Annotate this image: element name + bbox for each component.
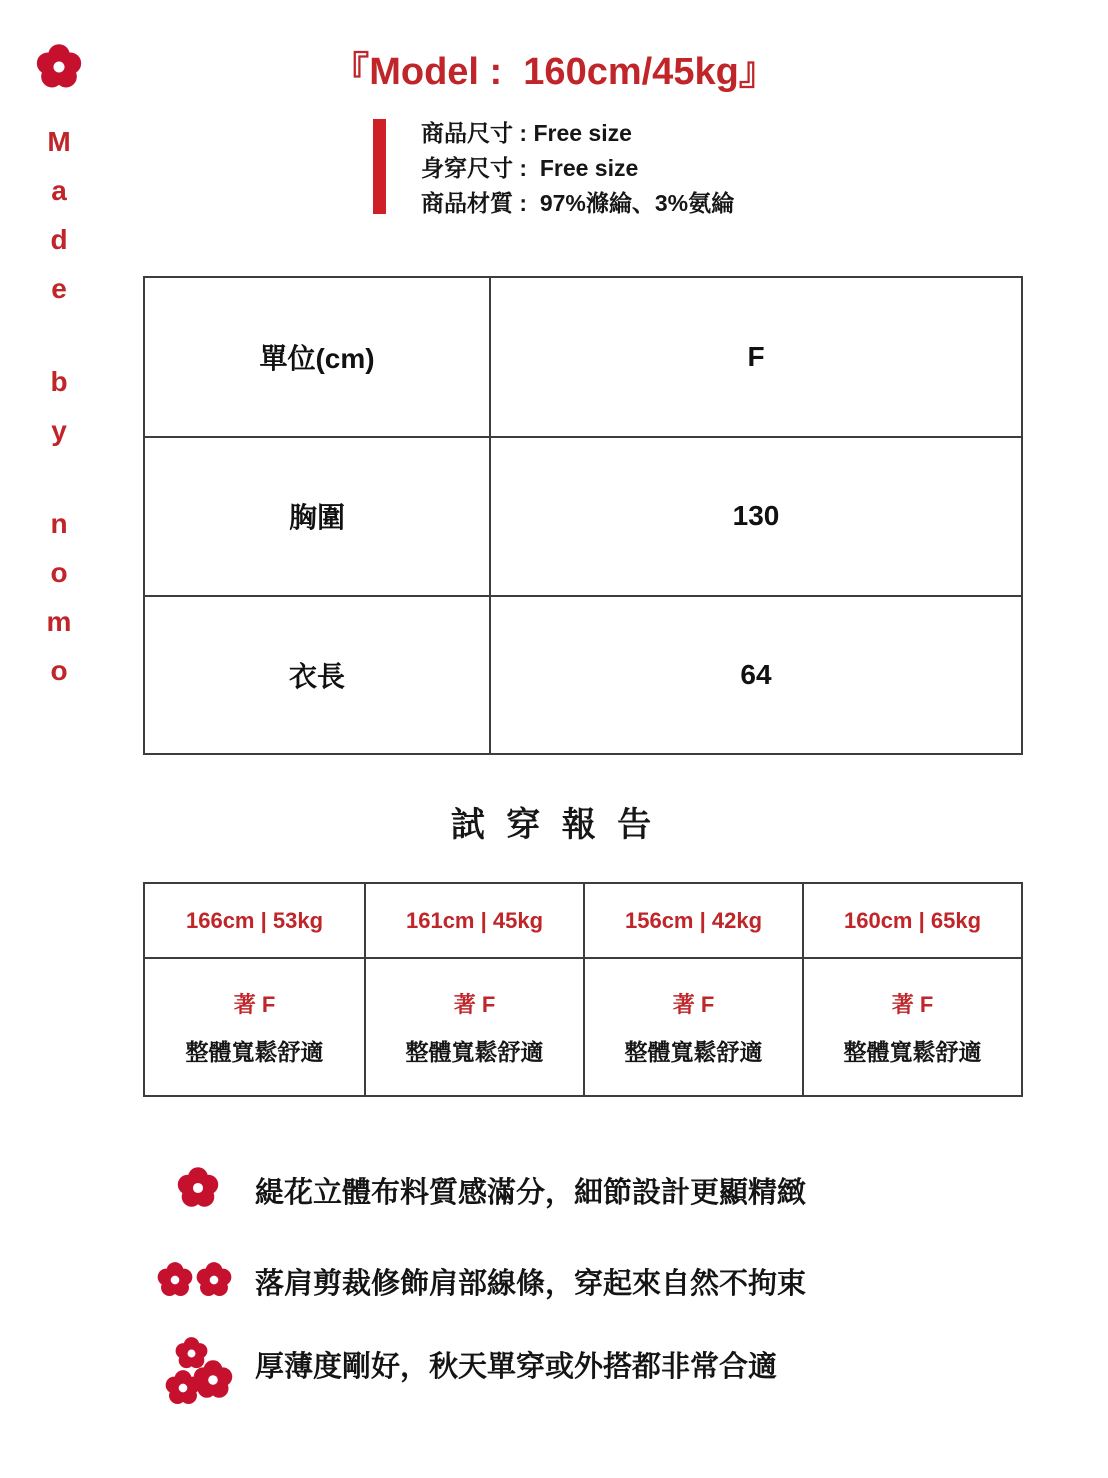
feature-row [0,1250,1108,1316]
brand-letter: y [51,415,67,446]
fit-report-size-worn: 著 F [891,991,934,1017]
feature-text: 落肩剪裁修飾肩部線條，穿起來自然不拘束 [255,1268,807,1300]
fit-report-model: 161cm | 45kg [364,884,583,957]
product-info [421,116,734,221]
brand-letter: o [50,655,68,686]
fit-report-model: 166cm | 53kg [185,907,324,933]
flower-icon [193,1360,233,1400]
fit-report-result [583,957,802,1095]
brand-letter: n [50,508,68,539]
fit-report-comment: 整體寬鬆舒適 [405,1038,544,1065]
fit-report-result [364,957,583,1095]
brand-letter: M [47,126,71,157]
feature-row [0,1160,1108,1226]
feature-text: 厚薄度剛好，秋天單穿或外搭都非常合適 [255,1351,778,1383]
size-table-label: 衣長 [145,595,489,753]
size-table [143,276,1023,755]
info-accent-bar [373,119,386,214]
fit-report-size-worn: 著 F [672,991,715,1017]
brand-letter: e [51,273,67,304]
fit-report-comment: 整體寬鬆舒適 [624,1038,763,1065]
size-table-label: 單位(cm) [259,343,375,375]
size-table-value: 130 [489,436,1021,594]
fit-report-heading: 試 穿 報 告 [450,806,658,844]
brand-letter: b [50,366,68,397]
feature-flower-icons [177,1167,219,1214]
page-title: 『Model : 160cm/45kg』 [331,51,777,93]
flower-icon [196,1262,232,1298]
fit-report-result [802,957,1021,1095]
brand-rail [36,44,82,695]
feature-text: 緹花立體布料質感滿分，細節設計更顯精緻 [255,1177,807,1209]
feature-row [0,1332,1108,1412]
brand-vertical-text [47,95,72,695]
product-info-line: 身穿尺寸 : Free size [421,155,639,181]
fit-report-model: 160cm | 65kg [802,884,1021,957]
size-table-label: 胸圍 [145,436,489,594]
fit-report-model: 156cm | 42kg [583,884,802,957]
feature-flower-icons [157,1262,232,1298]
brand-letter: a [51,175,67,206]
fit-report-size-worn: 著 F [453,991,496,1017]
fit-report-comment: 整體寬鬆舒適 [185,1038,324,1065]
product-info-line: 商品材質 : 97%滌綸、3%氨綸 [421,190,735,216]
flower-icon [157,1262,193,1298]
brand-letter: m [46,606,72,637]
feature-flower-icons [165,1337,235,1412]
fit-report-result [145,957,364,1095]
fit-report-comment: 整體寬鬆舒適 [843,1038,982,1065]
brand-letter: d [50,224,68,255]
product-info-line: 商品尺寸 : Free size [421,120,632,146]
size-table-value: F [489,278,1021,436]
brand-letter: o [50,557,68,588]
fit-report-size-worn: 著 F [233,991,276,1017]
fit-report-table [143,882,1023,1097]
flower-icon [177,1167,219,1209]
size-table-value: 64 [489,595,1021,753]
